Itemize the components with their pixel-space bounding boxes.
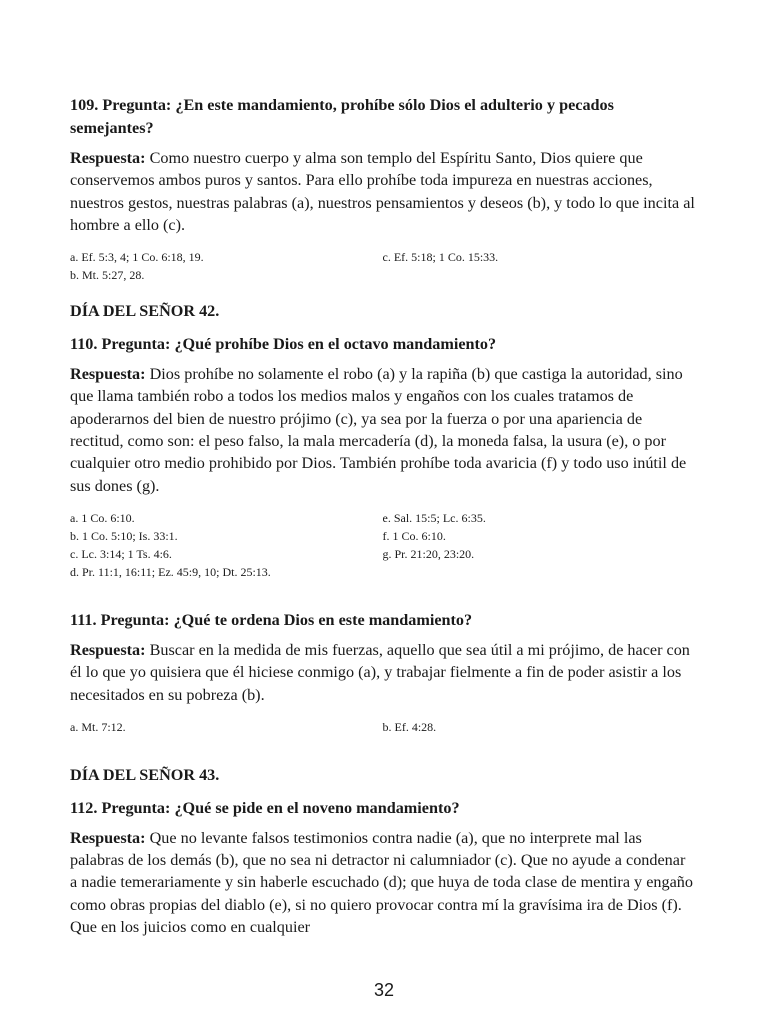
reference: a. Ef. 5:3, 4; 1 Co. 6:18, 19. <box>70 250 204 265</box>
references-right <box>383 248 696 284</box>
references-109 <box>70 248 695 284</box>
answer-label: Respuesta: <box>70 640 146 659</box>
reference: c. Ef. 5:18; 1 Co. 15:33. <box>382 250 499 265</box>
answer-label: Respuesta: <box>70 149 146 167</box>
reference: b. 1 Co. 5:10; Is. 33:1. <box>70 528 178 543</box>
answer-112 <box>70 827 695 938</box>
question-109: 109. Pregunta: ¿En este mandamiento, prohíbe sólo Dios el adulterio y pecados semejantes? <box>70 96 614 137</box>
references-right <box>383 718 696 736</box>
question-112: 112. Pregunta: ¿Qué se pide en el noveno mandamiento? <box>70 798 460 817</box>
question-111: 111. Pregunta: ¿Qué te ordena Dios en este mandamiento? <box>70 610 473 629</box>
reference: c. Lc. 3:14; 1 Ts. 4:6. <box>70 546 172 561</box>
answer-text: Dios prohíbe no solamente el robo (a) y la rapiña (b) que castiga la autoridad, sino que llama también robo a todos los medios malos y engaños con los cuales tratamos de apoderarnos del bien de nuestro prójimo (c), ya sea por la fuerza o por una apariencia de rectitud, como son: el peso falso, la mala mercadería (d), la moneda falsa, la usura (e), o por cualquier otro medio prohibido por Dios. También prohíbe toda avaricia (f) y todo uso inútil de sus dones (g). <box>70 365 687 495</box>
page-number: 32 <box>373 980 395 1000</box>
answer-111 <box>70 639 695 706</box>
reference: b. Ef. 4:28. <box>382 719 437 734</box>
reference: a. Mt. 7:12. <box>70 719 126 734</box>
reference: d. Pr. 11:1, 16:11; Ez. 45:9, 10; Dt. 25:13. <box>70 564 271 579</box>
reference: a. 1 Co. 6:10. <box>70 510 135 525</box>
answer-text: Buscar en la medida de mis fuerzas, aquello que sea útil a mi prójimo, de hacer con él lo que yo quisiera que él hiciese conmigo (a), y trabajar fielmente a fin de poder asistir a los necesitados en su pobreza (b). <box>70 640 690 704</box>
answer-text: Como nuestro cuerpo y alma son templo del Espíritu Santo, Dios quiere que conservemos ambos puros y santos. Para ello prohíbe toda impureza en nuestras acciones, nuestros gestos, nuestras palabras (a), nuestros pensamientos y deseos (b), y todo lo que incita al hombre a ello (c). <box>70 149 695 234</box>
references-111 <box>70 718 695 736</box>
page-content <box>70 94 695 950</box>
section-heading-day-43: DÍA DEL SEÑOR 43. <box>70 765 220 784</box>
question-110: 110. Pregunta: ¿Qué prohíbe Dios en el octavo mandamiento? <box>70 335 497 354</box>
reference: f. 1 Co. 6:10. <box>382 528 446 543</box>
references-right <box>383 509 696 581</box>
reference: g. Pr. 21:20, 23:20. <box>382 546 475 561</box>
references-110 <box>70 509 695 581</box>
references-left <box>70 718 383 736</box>
answer-110 <box>70 363 695 497</box>
answer-109 <box>70 147 695 236</box>
section-heading-day-42: DÍA DEL SEÑOR 42. <box>70 302 220 321</box>
references-left <box>70 509 383 581</box>
answer-label: Respuesta: <box>70 365 146 384</box>
reference: b. Mt. 5:27, 28. <box>70 268 145 283</box>
reference: e. Sal. 15:5; Lc. 6:35. <box>382 510 486 525</box>
answer-text: Que no levante falsos testimonios contra nadie (a), que no interprete mal las palabras de los demás (b), que no sea ni detractor ni calumniador (c). Que no ayude a condenar a nadie temerariamente y sin haberle escuchado (d); que huya de toda clase de mentira y engaño como obras propias del diablo (e), si no quiero provocar contra mí la gravísima ira de Dios (f). Que en los juicios como en cualquier <box>70 828 693 937</box>
answer-label: Respuesta: <box>70 828 146 847</box>
references-left <box>70 248 383 284</box>
